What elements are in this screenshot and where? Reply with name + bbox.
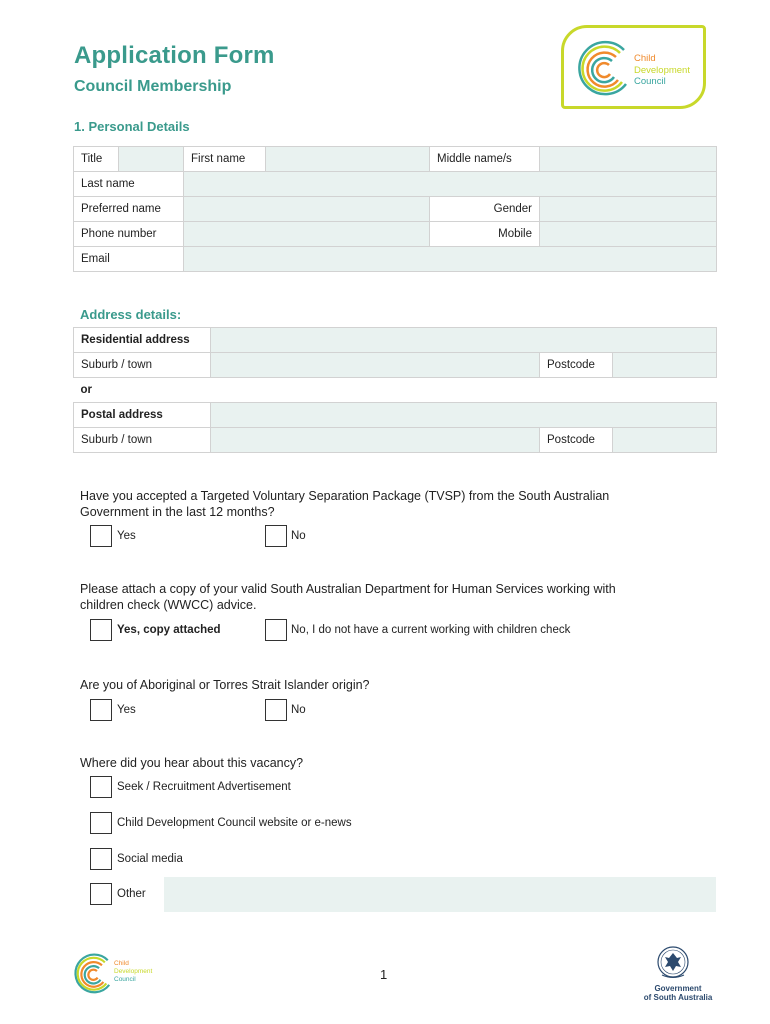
logo-line-1: Child (634, 53, 656, 64)
tvsp-no-label: No (291, 530, 306, 542)
cdc-logo-icon (576, 40, 634, 98)
wwcc-no-checkbox[interactable] (265, 619, 287, 641)
gov-line-1: Government (654, 984, 702, 993)
vacancy-website-label: Child Development Council website or e-news (117, 817, 352, 829)
wwcc-question-line-2: children check (WWCC) advice. (80, 598, 257, 612)
vacancy-other-label: Other (117, 888, 146, 900)
gov-line-2: of South Australia (643, 993, 713, 1002)
vacancy-social-label: Social media (117, 853, 183, 865)
tvsp-no-checkbox[interactable] (265, 525, 287, 547)
atsi-no-checkbox[interactable] (265, 699, 287, 721)
tvsp-yes-label: Yes (117, 530, 136, 542)
atsi-question: Are you of Aboriginal or Torres Strait Islander origin? (80, 678, 370, 692)
table-row (74, 172, 717, 197)
residential-address-label: Residential address (74, 328, 211, 353)
vacancy-other-field[interactable] (164, 877, 716, 912)
page-title: Application Form (74, 42, 275, 69)
vacancy-social-checkbox[interactable] (90, 848, 112, 870)
personal-details-table (73, 146, 717, 272)
table-row (74, 197, 717, 222)
tvsp-question-line-2: Government in the last 12 months? (80, 505, 275, 519)
logo-line-2: Development (634, 64, 690, 76)
email-field[interactable] (184, 247, 717, 272)
residential-address-field[interactable] (211, 328, 717, 353)
mobile-field[interactable] (540, 222, 717, 247)
vacancy-seek-label: Seek / Recruitment Advertisement (117, 781, 291, 793)
title-label: Title (74, 147, 119, 172)
postal-suburb-field[interactable] (211, 428, 540, 453)
tvsp-question-line-1: Have you accepted a Targeted Voluntary Separation Package (TVSP) from the South Australian (80, 489, 610, 503)
preferred-name-label: Preferred name (74, 197, 184, 222)
footer-cdc-logo-text (114, 960, 152, 984)
vacancy-other-checkbox[interactable] (90, 883, 112, 905)
wwcc-yes-checkbox[interactable] (90, 619, 112, 641)
last-name-field[interactable] (184, 172, 717, 197)
address-table (73, 327, 717, 453)
personal-details-heading: 1. Personal Details (74, 119, 190, 134)
first-name-label: First name (184, 147, 266, 172)
table-row (74, 378, 717, 403)
table-row (74, 353, 717, 378)
preferred-name-field[interactable] (184, 197, 430, 222)
vacancy-website-checkbox[interactable] (90, 812, 112, 834)
wwcc-question (80, 581, 616, 613)
table-row (74, 328, 717, 353)
vacancy-question: Where did you hear about this vacancy? (80, 756, 304, 770)
sa-government-logo-text (636, 984, 720, 1002)
residential-suburb-field[interactable] (211, 353, 540, 378)
footer-cdc-logo-icon (73, 953, 115, 995)
wwcc-yes-label: Yes, copy attached (117, 624, 221, 636)
residential-postcode-field[interactable] (613, 353, 717, 378)
postal-address-label: Postal address (74, 403, 211, 428)
first-name-field[interactable] (266, 147, 430, 172)
footer-logo-line-1: Child (114, 960, 129, 967)
table-row (74, 428, 717, 453)
middle-name-field[interactable] (540, 147, 717, 172)
atsi-no-label: No (291, 704, 306, 716)
wwcc-no-label: No, I do not have a current working with children check (291, 624, 571, 636)
table-row (74, 147, 717, 172)
phone-field[interactable] (184, 222, 430, 247)
logo-line-3: Council (634, 76, 666, 87)
footer-logo-line-2: Development (114, 968, 153, 975)
phone-label: Phone number (74, 222, 184, 247)
postal-postcode-field[interactable] (613, 428, 717, 453)
postal-address-field[interactable] (211, 403, 717, 428)
table-row (74, 247, 717, 272)
atsi-yes-label: Yes (117, 704, 136, 716)
page-subtitle: Council Membership (74, 78, 232, 95)
residential-suburb-label: Suburb / town (74, 353, 211, 378)
email-label: Email (74, 247, 184, 272)
middle-name-label: Middle name/s (430, 147, 540, 172)
tvsp-question (80, 488, 609, 520)
address-details-heading: Address details: (80, 307, 182, 322)
tvsp-yes-checkbox[interactable] (90, 525, 112, 547)
sa-government-crest-icon (656, 945, 690, 981)
last-name-label: Last name (74, 172, 184, 197)
table-row (74, 403, 717, 428)
wwcc-question-line-1: Please attach a copy of your valid South Australian Department for Human Services working with (80, 582, 616, 596)
residential-postcode-label: Postcode (540, 353, 613, 378)
mobile-label: Mobile (430, 222, 540, 247)
postal-postcode-label: Postcode (540, 428, 613, 453)
title-field[interactable] (119, 147, 184, 172)
cdc-logo-text (634, 53, 690, 88)
gender-field[interactable] (540, 197, 717, 222)
or-label: or (74, 378, 717, 403)
page-number: 1 (380, 967, 388, 982)
footer-logo-line-3: Council (114, 976, 136, 983)
atsi-yes-checkbox[interactable] (90, 699, 112, 721)
table-row (74, 222, 717, 247)
postal-suburb-label: Suburb / town (74, 428, 211, 453)
gender-label: Gender (430, 197, 540, 222)
vacancy-seek-checkbox[interactable] (90, 776, 112, 798)
